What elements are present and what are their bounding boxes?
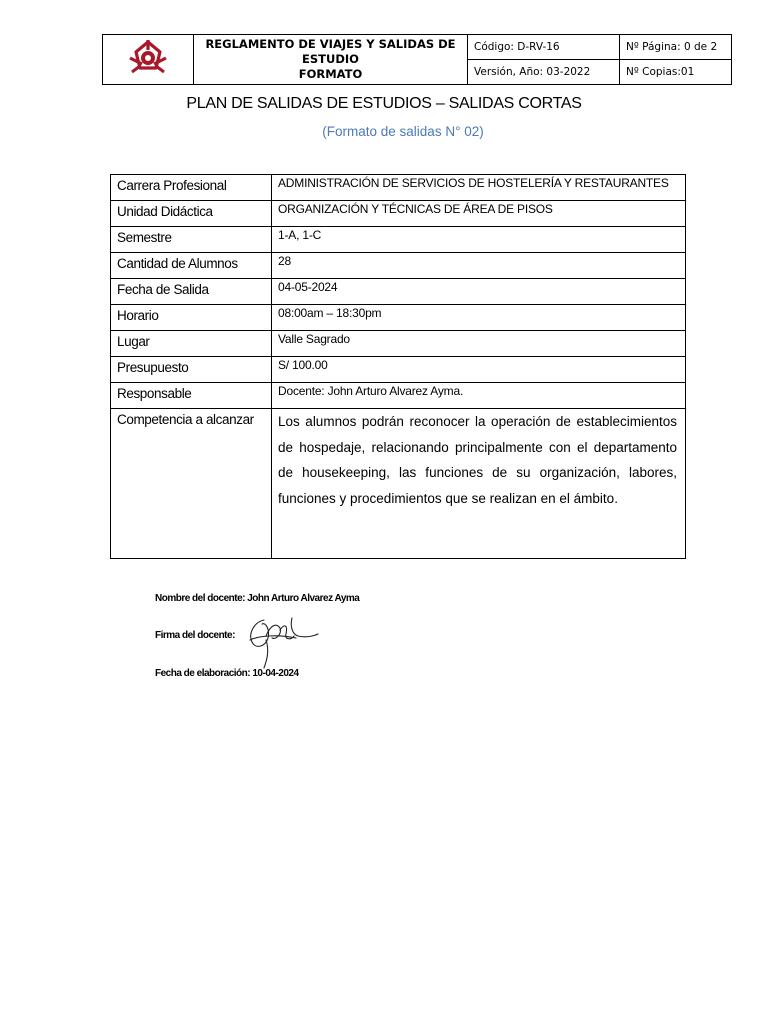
field-label: Fecha de Salida bbox=[111, 279, 272, 305]
table-row bbox=[111, 331, 686, 357]
header-title-line: REGLAMENTO DE VIAJES Y SALIDAS DE bbox=[205, 37, 456, 51]
logo-cell bbox=[103, 35, 194, 85]
field-label: Semestre bbox=[111, 227, 272, 253]
header-title-line: FORMATO bbox=[298, 67, 363, 81]
field-label: Carrera Profesional bbox=[111, 175, 272, 201]
codigo-cell: Código: D-RV-16 bbox=[468, 35, 620, 60]
table-row bbox=[111, 305, 686, 331]
document-subtitle: (Formato de salidas N° 02) bbox=[322, 124, 484, 139]
table-row bbox=[111, 253, 686, 279]
handwritten-signature bbox=[236, 600, 326, 670]
docente-name: Nombre del docente: John Arturo Alvarez Ayma bbox=[155, 593, 360, 604]
pagina-cell: Nº Página: 0 de 2 bbox=[620, 35, 732, 60]
field-label: Presupuesto bbox=[111, 357, 272, 383]
table-row bbox=[111, 409, 686, 559]
field-value: 04-05-2024 bbox=[272, 279, 686, 305]
table-row bbox=[111, 227, 686, 253]
institution-logo-icon bbox=[126, 38, 170, 78]
table-row bbox=[111, 383, 686, 409]
field-value: ADMINISTRACIÓN DE SERVICIOS DE HOSTELERÍA Y RESTAURANTES bbox=[272, 175, 686, 201]
field-label: Horario bbox=[111, 305, 272, 331]
table-row bbox=[111, 175, 686, 201]
version-cell: Versión, Año: 03-2022 bbox=[468, 60, 620, 85]
field-label: Competencia a alcanzar bbox=[111, 409, 272, 559]
field-value: 08:00am – 18:30pm bbox=[272, 305, 686, 331]
competencia-text: Los alumnos podrán reconocer la operación de establecimientos de hospedaje, relacionando principalmente con el departamento de housekeeping, las funciones de su organización, labores, funciones y procedimientos que se realizan en el ámbito. bbox=[272, 409, 686, 559]
table-row bbox=[111, 201, 686, 227]
plan-table bbox=[110, 174, 686, 559]
header-title bbox=[194, 35, 468, 85]
header-title-line: ESTUDIO bbox=[302, 52, 359, 66]
field-label: Lugar bbox=[111, 331, 272, 357]
field-label: Cantidad de Alumnos bbox=[111, 253, 272, 279]
document-header bbox=[102, 34, 732, 85]
firma-label: Firma del docente: bbox=[155, 630, 235, 641]
field-label: Responsable bbox=[111, 383, 272, 409]
field-value: Valle Sagrado bbox=[272, 331, 686, 357]
field-value: ORGANIZACIÓN Y TÉCNICAS DE ÁREA DE PISOS bbox=[272, 201, 686, 227]
fecha-elaboracion: Fecha de elaboración: 10-04-2024 bbox=[155, 668, 299, 679]
field-value: S/ 100.00 bbox=[272, 357, 686, 383]
field-label: Unidad Didáctica bbox=[111, 201, 272, 227]
field-value: 28 bbox=[272, 253, 686, 279]
table-row bbox=[111, 279, 686, 305]
field-value: 1-A, 1-C bbox=[272, 227, 686, 253]
copias-cell: Nº Copias:01 bbox=[620, 60, 732, 85]
table-row bbox=[111, 357, 686, 383]
field-value: Docente: John Arturo Alvarez Ayma. bbox=[272, 383, 686, 409]
document-title: PLAN DE SALIDAS DE ESTUDIOS – SALIDAS CORTAS bbox=[186, 95, 582, 112]
